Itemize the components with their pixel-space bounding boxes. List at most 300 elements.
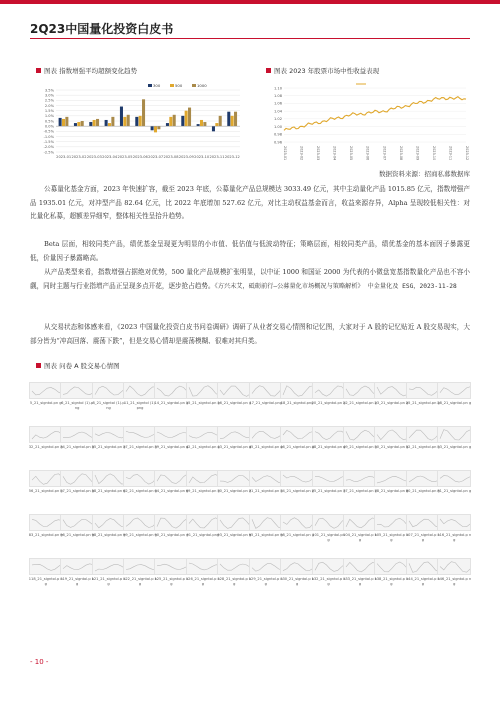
sketch-stroke <box>346 562 376 572</box>
thumbnail-caption: 58_21_signtol.pn g <box>91 489 126 493</box>
x-tick-label: 2023-05 <box>349 146 354 161</box>
sketch-stroke <box>95 519 125 528</box>
mood-thumbnail <box>123 470 157 494</box>
x-tick-label: 2023-10 <box>194 155 210 159</box>
sketch-stroke <box>315 431 345 440</box>
thumbnail-caption: 129_21_signtol.p ng <box>248 577 283 586</box>
mood-thumbnail <box>249 426 283 450</box>
sketch-stroke <box>32 474 62 485</box>
thumbnail-caption: 23_21_signtol.pn g <box>374 401 409 405</box>
paragraph-public-quant: 公募量化基金方面，2023 年快速扩容，截至 2023 年底，公募量化产品总规模达 3033.49 亿元，其中主动量化产品 1015.85 亿元，指数增强产品 1935.01 亿元，对冲型产品 82.64 亿元，比 2022 年底增加 527.62 亿元，对比主动权益基金而言，收益来源存异，Alpha 呈现较低相关性：对比量化私募，超额差异细窄，整体相关性呈拾升趋势。 <box>30 185 470 221</box>
mood-thumbnail <box>60 558 94 586</box>
mood-sketch-curve <box>281 427 314 443</box>
thumbnail-caption: 107_21_signtol.p ng <box>405 533 440 542</box>
x-tick-label: 2023-03 <box>86 155 102 159</box>
thumbnail-caption: 128_21_signtol.p ng <box>217 577 252 586</box>
mood-thumbnail <box>29 514 63 538</box>
sketch-stroke <box>157 518 187 528</box>
mood-thumbnail <box>406 514 440 542</box>
thumbnail-caption: 133_21_signtol.p ng <box>343 577 377 586</box>
thumbnail-caption: 118_21_signtol.p ng <box>28 577 63 586</box>
legend-label: 300 <box>153 83 161 88</box>
header-divider <box>30 38 470 39</box>
thumbnail-caption: 74_21_signtol.pn g <box>280 489 315 493</box>
mood-sketch-image <box>437 426 471 443</box>
mood-thumbnail <box>343 514 377 542</box>
sketch-stroke <box>315 386 345 396</box>
sketch-stroke <box>377 477 407 483</box>
mood-sketch-curve <box>313 427 346 443</box>
bar <box>81 121 84 126</box>
bar <box>203 122 206 126</box>
bar <box>77 122 80 126</box>
thumbnail-caption: 52_21_signtol.pn g <box>405 445 440 449</box>
mood-sketch-image <box>343 382 377 399</box>
thumbnail-caption: 83_21_signtol.pn g <box>28 533 63 537</box>
mood-sketch-curve <box>155 559 188 575</box>
thumbnail-caption: 39_21_signtol.pn g <box>154 445 189 449</box>
thumbnail-caption: 49_21_signtol.pn g <box>343 445 377 449</box>
y-tick-label: -1.0% <box>43 134 54 139</box>
mood-sketch-image <box>280 426 314 443</box>
sketch-stroke <box>346 518 376 528</box>
mood-sketch-image <box>186 382 220 399</box>
sketch-stroke <box>252 476 282 483</box>
mood-sketch-curve <box>250 427 283 443</box>
mood-sketch-curve <box>30 559 63 575</box>
bar <box>188 108 191 127</box>
x-tick-label: 2023-06 <box>365 146 370 161</box>
sketch-stroke <box>377 430 407 440</box>
mood-sketch-image <box>60 426 94 443</box>
thumbnail-caption: 14_21_signtol.pn g <box>154 401 189 405</box>
mood-sketch-image <box>374 382 408 399</box>
mood-sketch-curve <box>407 515 440 531</box>
mood-sketch-curve <box>187 427 220 443</box>
bar <box>96 119 99 126</box>
x-tick-label: 2023-10 <box>431 146 436 161</box>
mood-sketch-image <box>186 558 220 575</box>
mood-thumbnail <box>437 514 471 542</box>
x-tick-label: 2023-03 <box>316 146 321 161</box>
mood-thumbnail <box>186 382 220 406</box>
mood-sketch-curve <box>375 383 408 399</box>
mood-sketch-image <box>437 558 471 575</box>
sketch-stroke <box>126 431 156 437</box>
sketch-stroke <box>252 518 282 529</box>
sketch-stroke <box>252 564 282 572</box>
sketch-stroke <box>220 386 250 396</box>
sketch-stroke <box>126 518 156 528</box>
left-chart-panel <box>30 80 245 170</box>
mood-sketch-curve <box>61 471 94 487</box>
sketch-stroke <box>283 518 313 528</box>
y-tick-label: -1.5% <box>43 139 54 144</box>
thumbnail-caption: 48_21_signtol.pn g <box>311 445 346 449</box>
thumbnail-caption: 42_21_signtol.pn g <box>185 445 220 449</box>
mood-thumbnail <box>406 558 440 586</box>
bar <box>219 116 222 126</box>
document-title: 2Q23中国量化投资白皮书 <box>30 22 174 36</box>
mood-sketch-curve <box>313 559 346 575</box>
bar <box>173 115 176 126</box>
mood-sketch-curve <box>250 383 283 399</box>
bar <box>123 117 126 126</box>
y-tick-label: 1.10 <box>273 86 282 91</box>
sketch-stroke <box>283 386 313 396</box>
right-chart-panel <box>262 80 470 168</box>
sketch-stroke <box>63 474 93 485</box>
y-tick-label: 1.06 <box>273 101 282 106</box>
legend-swatch <box>192 84 196 87</box>
mood-thumbnail <box>249 470 283 494</box>
mood-thumbnail <box>217 426 251 450</box>
y-tick-label: 2.0% <box>44 103 54 108</box>
mood-sketch-image <box>312 382 346 399</box>
mood-sketch-image <box>280 514 314 531</box>
mood-thumbnail <box>437 470 471 494</box>
mood-thumbnail <box>154 426 188 450</box>
sketch-stroke <box>346 477 376 482</box>
thumbnail-caption: 75_21_signtol.pn g <box>311 489 346 493</box>
sketch-stroke <box>126 386 156 396</box>
y-tick-label: 0.98 <box>273 132 282 137</box>
mood-sketch-curve <box>218 427 251 443</box>
mood-sketch-image <box>92 558 126 575</box>
mood-thumbnail <box>437 382 471 406</box>
y-tick-label: 1.02 <box>273 117 282 122</box>
thumbnail-caption: 50_21_signtol.pn g <box>374 445 409 449</box>
mood-sketch-image <box>186 426 220 443</box>
bar <box>139 116 142 126</box>
mood-sketch-curve <box>187 559 220 575</box>
mood-sketch-image <box>374 470 408 487</box>
mood-sketch-curve <box>344 427 377 443</box>
sketch-stroke <box>283 430 313 438</box>
sketch-stroke <box>157 386 187 396</box>
x-tick-label: 2023-11 <box>209 155 225 159</box>
paragraph-product-type: 从产品类型来看，指数增强占据绝对优势，500 量化产品规模扩张明显，以中证 1000 和国证 2000 为代表的小微盘宽基指数量化产品也不容小觑，同时主题与行业指增产品正呈现多点开花，逐步抢占趋势。《方兴未艾，砥砺前行—公募量化市场概况与策略解析》 中金量化及 ESG，2023-11-28 <box>30 268 470 290</box>
mood-sketch-image <box>343 426 377 443</box>
sketch-stroke <box>346 386 376 396</box>
bar <box>127 115 130 126</box>
mood-sketch-curve <box>438 559 471 575</box>
mood-sketch-image <box>217 514 251 531</box>
sketch-stroke <box>315 476 345 482</box>
mood-sketch-curve <box>375 427 408 443</box>
mood-thumbnail <box>186 426 220 450</box>
bar <box>111 117 114 126</box>
bottom-figure-label: 图表 问卷 A 股交易心情图 <box>36 361 120 370</box>
bar <box>197 124 200 126</box>
sketch-stroke <box>315 518 345 528</box>
sketch-stroke <box>220 518 250 529</box>
y-tick-label: 0.0% <box>44 124 54 129</box>
mood-thumbnail <box>343 382 377 406</box>
bar <box>181 116 184 126</box>
thumbnail-caption: 56_21_signtol.pn g <box>28 489 63 493</box>
mood-sketch-image <box>123 382 157 399</box>
mood-thumbnail <box>374 382 408 406</box>
thumbnail-caption: 35_21_signtol.pn g <box>91 445 126 449</box>
sketch-stroke <box>189 563 219 570</box>
mood-sketch-image <box>406 514 440 531</box>
sketch-stroke <box>346 430 376 440</box>
thumbnail-caption: 53_21_signtol.pn g <box>437 445 472 449</box>
sketch-stroke <box>283 475 313 482</box>
sketch-stroke <box>32 519 62 526</box>
mood-sketch-image <box>437 470 471 487</box>
mood-sketch-curve <box>93 515 126 531</box>
mood-sketch-curve <box>30 427 63 443</box>
y-tick-label: 0.5% <box>44 119 54 124</box>
mood-thumbnail <box>406 426 440 450</box>
mood-thumbnail <box>280 558 314 586</box>
mood-thumbnail <box>312 558 346 586</box>
mood-sketch-curve <box>124 471 157 487</box>
y-tick-label: 3.5% <box>44 88 54 93</box>
thumbnail-caption: 91_21_signtol.png <box>186 533 220 537</box>
sketch-stroke <box>32 564 62 571</box>
mood-thumbnail <box>186 470 220 494</box>
y-tick-label: -2.0% <box>43 145 54 150</box>
bar <box>185 111 188 127</box>
mood-thumbnail <box>29 426 63 450</box>
mood-thumbnail <box>280 382 314 406</box>
sketch-stroke <box>126 474 156 484</box>
x-tick-label: 2023-06 <box>132 155 148 159</box>
mood-sketch-image <box>186 470 220 487</box>
mood-sketch-curve <box>250 471 283 487</box>
thumbnail-caption: 99_21_signtol.pn g <box>123 533 157 537</box>
sketch-stroke <box>63 432 93 438</box>
mood-sketch-image <box>92 382 126 399</box>
mood-sketch-curve <box>30 515 63 531</box>
mood-sketch-image <box>280 470 314 487</box>
x-tick-label: 2023-02 <box>71 155 87 159</box>
thumbnail-caption: 146_21_signtol.p ng <box>437 577 472 586</box>
sketch-stroke <box>315 562 345 571</box>
bar <box>212 126 215 131</box>
thumbnail-caption: 132_21_signtol.p ng <box>311 577 346 586</box>
x-tick-label: 2023-08 <box>398 146 403 161</box>
sketch-stroke <box>157 432 187 438</box>
bar <box>166 123 169 126</box>
mood-sketch-image <box>280 558 314 575</box>
sketch-stroke <box>157 474 187 484</box>
sketch-stroke <box>377 562 407 572</box>
bar <box>231 116 234 126</box>
mood-sketch-image <box>374 558 408 575</box>
mood-sketch-curve <box>438 515 471 531</box>
mood-sketch-curve <box>187 383 220 399</box>
mood-sketch-image <box>249 514 283 531</box>
mood-sketch-image <box>343 558 377 575</box>
sketch-stroke <box>409 430 439 440</box>
mood-sketch-curve <box>30 471 63 487</box>
sketch-stroke <box>440 430 470 440</box>
mood-thumbnail <box>280 514 314 538</box>
mood-sketch-curve <box>187 471 220 487</box>
mood-thumbnail <box>92 558 126 586</box>
sketch-stroke <box>409 519 439 527</box>
mood-sketch-image <box>29 382 63 399</box>
paragraph-beta: Beta 层面，相较同类产品，绩优基金呈现更为明显的小市值、低估值与低波动特征；策略层面，相较同类产品，绩优基金的基本面因子暴露更低，价量因子暴露略高。 <box>30 240 470 262</box>
sketch-stroke <box>409 387 439 395</box>
thumbnail-caption: 81_21_signtol.pn g <box>437 489 472 493</box>
mood-thumbnail <box>343 426 377 450</box>
thumbnail-caption: 90_21_signtol.pn g <box>154 533 189 537</box>
thumbnail-caption: 22_21_signtol.pn g <box>343 401 377 405</box>
mood-sketch-curve <box>281 515 314 531</box>
mood-sketch-curve <box>438 383 471 399</box>
thumbnail-caption: 46_21_signtol.pn g <box>280 445 315 449</box>
thumbnail-caption: 122_21_signtol.p ng <box>123 577 157 586</box>
mood-thumbnail <box>312 514 346 542</box>
mood-thumbnail <box>60 382 94 410</box>
mood-sketch-image <box>186 514 220 531</box>
mood-thumbnail <box>217 382 251 406</box>
thumbnail-caption: 17_21_signtol.png <box>249 401 283 405</box>
thumbnail-caption: 119_21_signtol.p ng <box>60 577 95 586</box>
mood-sketch-image <box>343 514 377 531</box>
mood-sketch-image <box>154 426 188 443</box>
paragraph-trading-mood: 从交易状态和体感来看，《2023 中国量化投资白皮书问卷调研》调研了从业者交易心情图和记忆图，大家对于 A 股的记忆贴近 A 股交易现实，大部分皆为“冲高回落、震荡下跌”，但是交易心情却是震荡模糊、很难对其归类。 <box>30 323 470 345</box>
mood-sketch-image <box>406 426 440 443</box>
mood-sketch-curve <box>313 471 346 487</box>
legend-swatch <box>148 84 152 87</box>
x-tick-label: 2023-12 <box>465 146 469 161</box>
thumbnail-caption: 116_21_signtol.p ng <box>437 533 472 542</box>
thumbnail-caption: 25_21_signtol.pn g <box>405 401 440 405</box>
mood-sketch-curve <box>407 383 440 399</box>
mood-thumbnail <box>249 514 283 538</box>
mood-sketch-curve <box>407 559 440 575</box>
mood-sketch-curve <box>281 559 314 575</box>
mood-thumbnail <box>280 426 314 450</box>
mood-thumbnail <box>123 382 157 410</box>
bar <box>93 120 96 126</box>
thumbnail-caption: 34_21_signtol.pn g <box>60 445 95 449</box>
mood-thumbnail <box>249 558 283 586</box>
mood-sketch-curve <box>344 559 377 575</box>
mood-sketch-image <box>374 426 408 443</box>
mood-sketch-curve <box>375 559 408 575</box>
mood-thumbnail <box>374 514 408 542</box>
mood-sketch-curve <box>124 383 157 399</box>
mood-sketch-image <box>406 470 440 487</box>
mood-thumbnail <box>29 558 63 586</box>
mood-thumbnail <box>406 470 440 494</box>
y-tick-label: 0.96 <box>273 140 282 145</box>
y-tick-label: 1.0% <box>44 114 54 119</box>
legend-label: 1000 <box>197 83 207 88</box>
mood-sketch-image <box>92 514 126 531</box>
sketch-stroke <box>189 386 219 396</box>
thumbnail-caption: 64_21_signtol.pn g <box>154 489 189 493</box>
thumbnail-caption: 104_21_signtol.p ng <box>343 533 377 542</box>
mood-thumbnail <box>343 558 377 586</box>
thumbnail-caption: 126_21_signtol.p ng <box>185 577 220 586</box>
thumbnail-caption: 37_21_signtol.pn g <box>123 445 157 449</box>
thumbnail-caption: 71_21_signtol.pn g <box>248 489 283 493</box>
mood-sketch-image <box>249 470 283 487</box>
mood-sketch-curve <box>250 559 283 575</box>
mood-thumbnail <box>154 558 188 586</box>
sketch-stroke <box>189 518 219 528</box>
mood-thumbnail <box>92 426 126 450</box>
sketch-stroke <box>95 433 125 438</box>
mood-sketch-curve <box>30 383 63 399</box>
mood-sketch-image <box>437 514 471 531</box>
mood-sketch-curve <box>438 471 471 487</box>
bar <box>108 123 111 126</box>
figure-marker-icon <box>36 363 41 368</box>
mood-sketch-image <box>60 558 94 575</box>
mood-thumbnail <box>312 426 346 450</box>
x-tick-label: 2023-11 <box>448 146 453 161</box>
bar <box>200 120 203 126</box>
x-tick-label: 2023-05 <box>117 155 133 159</box>
mood-sketch-curve <box>344 515 377 531</box>
thumbnail-caption: 121_21_signtol.p ng <box>91 577 126 586</box>
sketch-stroke <box>220 432 250 439</box>
mood-sketch-image <box>217 382 251 399</box>
mood-thumbnail <box>154 382 188 406</box>
bar <box>74 123 77 126</box>
mood-sketch-image <box>374 514 408 531</box>
thumbnail-caption: 69_21_signtol.pn g <box>185 489 220 493</box>
x-tick-label: 2023-12 <box>224 155 240 159</box>
top-accent-bar <box>0 0 500 4</box>
y-tick-label: -2.5% <box>43 150 54 155</box>
mood-sketch-image <box>217 470 251 487</box>
mood-thumbnail <box>406 382 440 406</box>
mood-sketch-image <box>154 514 188 531</box>
x-tick-label: 2023-01 <box>283 146 287 161</box>
mood-thumbnail <box>154 470 188 494</box>
bar <box>142 99 145 126</box>
mood-sketch-curve <box>93 383 126 399</box>
x-tick-label: 2023-07 <box>148 155 164 159</box>
mood-sketch-curve <box>313 383 346 399</box>
sketch-stroke <box>440 519 470 527</box>
thumbnail-caption: 77_21_signtol.pn g <box>343 489 377 493</box>
mood-sketch-curve <box>124 515 157 531</box>
thumbnail-caption: 18_21_signtol.png <box>280 401 314 405</box>
sketch-stroke <box>63 387 93 395</box>
mood-sketch-image <box>312 558 346 575</box>
mood-sketch-curve <box>407 427 440 443</box>
mood-sketch-curve <box>124 427 157 443</box>
mood-sketch-image <box>60 382 94 399</box>
mood-thumbnail <box>343 470 377 494</box>
mood-thumbnail <box>217 558 251 586</box>
mood-sketch-image <box>154 382 188 399</box>
sketch-stroke <box>409 562 439 572</box>
excess-return-bar-chart <box>30 80 245 170</box>
mood-sketch-image <box>406 558 440 575</box>
x-tick-label: 2023-08 <box>163 155 179 159</box>
sketch-stroke <box>440 562 470 573</box>
thumbnail-caption: 105_21_signtol.p ng <box>374 533 409 542</box>
mood-sketch-curve <box>344 383 377 399</box>
mood-sketch-image <box>437 382 471 399</box>
thumbnail-caption: 5_21_signtol.pn g <box>29 401 62 405</box>
mood-sketch-curve <box>155 471 188 487</box>
thumbnail-caption: 62_21_signtol.pn g <box>123 489 157 493</box>
thumbnail-caption: 78_21_signtol.pn g <box>374 489 409 493</box>
